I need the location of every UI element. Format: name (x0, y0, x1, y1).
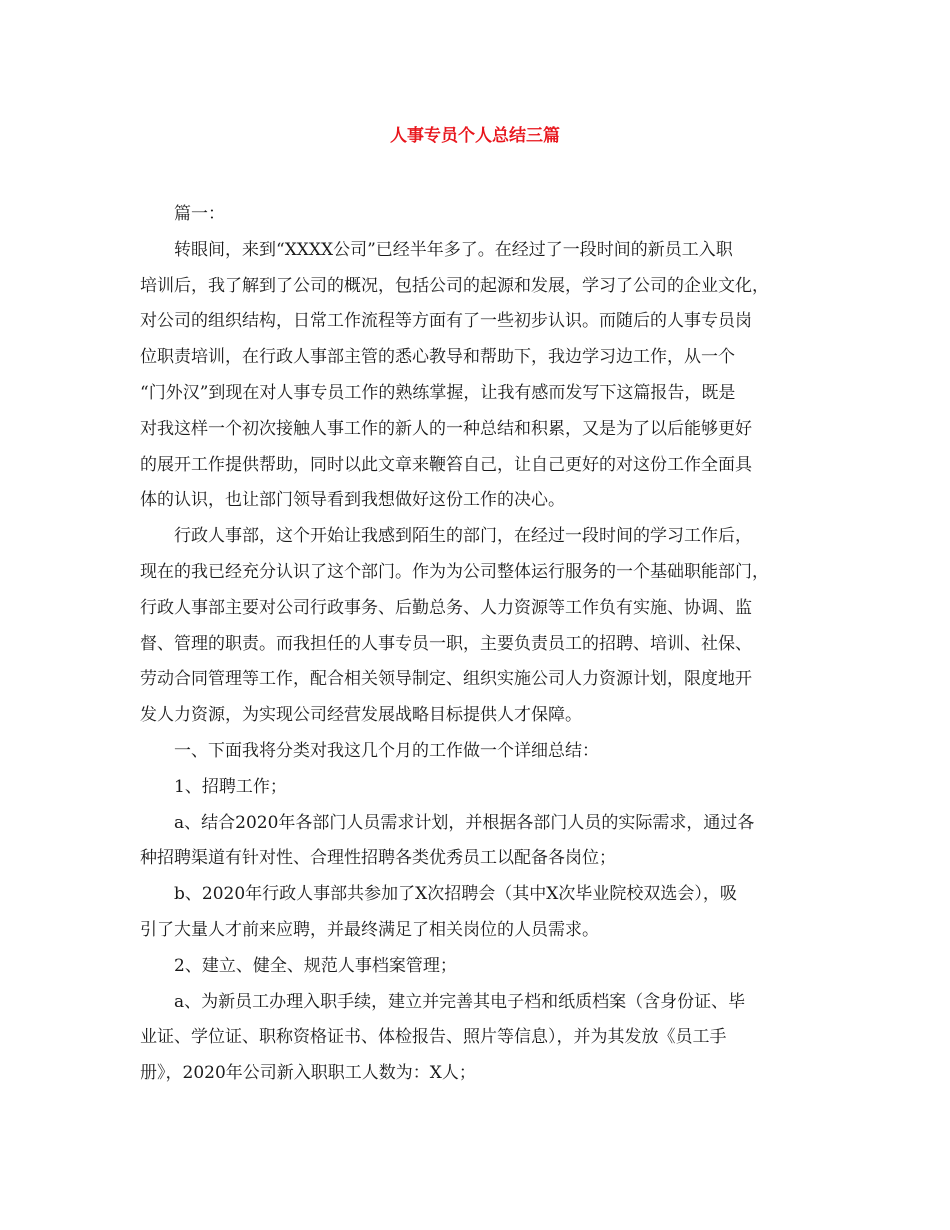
text-line: 2、建立、健全、规范人事档案管理； (174, 955, 457, 976)
text-line: 培训后，我了解到了公司的概况，包括公司的起源和发展，学习了公司的企业文化， (140, 275, 769, 296)
text-line: a、为新员工办理入职手续，建立并完善其电子档和纸质档案（含身份证、毕 (174, 991, 746, 1012)
text-line: 劳动合同管理等工作，配合相关领导制定、组织实施公司人力资源计划，限度地开 (140, 669, 752, 690)
document-body (140, 197, 812, 1092)
document-title: 人事专员个人总结三篇 (390, 126, 560, 146)
text-line: 册》，2020年公司新入职职工人数为：X人； (140, 1063, 476, 1084)
text-line: 种招聘渠道有针对性、合理性招聘各类优秀员工以配备各岗位； (140, 848, 616, 869)
text-line: 发人力资源，为实现公司经营发展战略目标提供人才保障。 (140, 705, 582, 726)
text-line: 行政人事部，这个开始让我感到陌生的部门，在经过一段时间的学习工作后， (174, 526, 752, 547)
text-line: 转眼间，来到“XXXX公司”已经半年多了。在经过了一段时间的新员工入职 (174, 239, 733, 260)
text-line: a、结合2020年各部门人员需求计划，并根据各部门人员的实际需求，通过各 (174, 812, 755, 833)
text-line: 的展开工作提供帮助，同时以此文章来鞭笞自己，让自己更好的对这份工作全面具 (140, 454, 752, 475)
text-line: 引了大量人才前来应聘，并最终满足了相关岗位的人员需求。 (140, 919, 599, 940)
text-line: 篇一： (174, 204, 225, 224)
text-line: 行政人事部主要对公司行政事务、后勤总务、人力资源等工作负有实施、协调、监 (140, 597, 752, 618)
text-line: 对公司的组织结构，日常工作流程等方面有了一些初步认识。而随后的人事专员岗 (140, 311, 752, 332)
text-line: 现在的我已经充分认识了这个部门。作为为公司整体运行服务的一个基础职能部门， (140, 561, 769, 582)
text-line: 1、招聘工作； (174, 776, 287, 797)
text-line: b、2020年行政人事部共参加了X次招聘会（其中X次毕业院校双选会），吸 (174, 884, 737, 905)
text-line: 位职责培训，在行政人事部主管的悉心教导和帮助下，我边学习边工作，从一个 (140, 347, 735, 368)
text-line: 业证、学位证、职称资格证书、体检报告、照片等信息），并为其发放《员工手 (140, 1027, 727, 1048)
text-line: 督、管理的职责。而我担任的人事专员一职，主要负责员工的招聘、培训、社保、 (140, 633, 752, 654)
text-line: 体的认识，也让部门领导看到我想做好这份工作的决心。 (140, 490, 565, 511)
text-line: 对我这样一个初次接触人事工作的新人的一种总结和积累，又是为了以后能够更好 (140, 418, 752, 439)
text-line: 一、下面我将分类对我这几个月的工作做一个详细总结： (174, 740, 599, 761)
text-line: “门外汉”到现在对人事专员工作的熟练掌握，让我有感而发写下这篇报告，既是 (140, 382, 736, 403)
